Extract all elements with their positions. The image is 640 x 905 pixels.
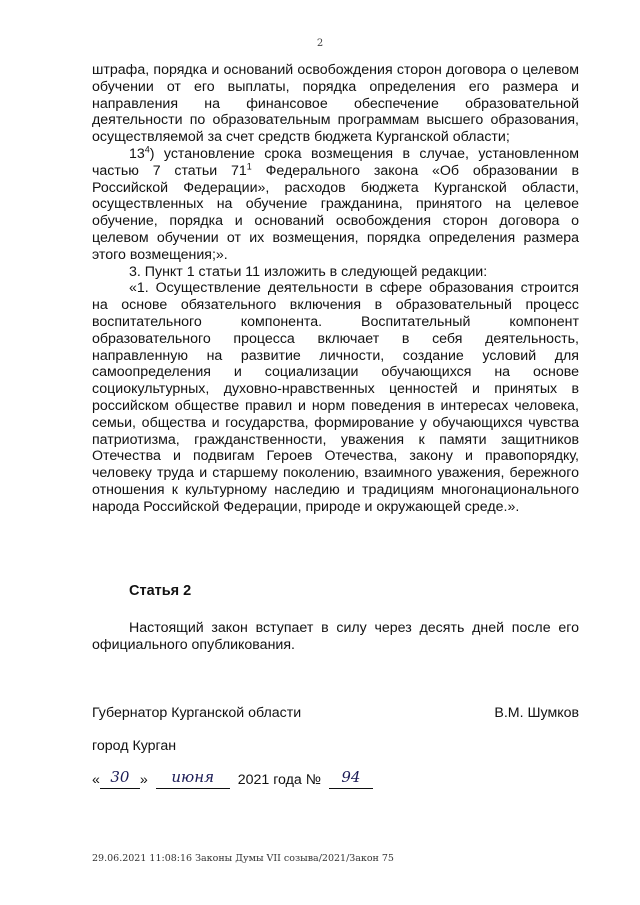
final-provisions	[92, 620, 579, 654]
item-text-part-1: ) установление срока возмещения в случае, установленном частью 7 статьи 71	[92, 145, 579, 179]
paragraph-point-3: 3. Пункт 1 статьи 11 изложить в следующей редакции:	[129, 263, 488, 280]
item-text-part-2: Федерального закона «Об образовании в Российской Федерации», расходов бюджета Курганской области, осуществленных на обучение гражданина, принятого на целевое обучение, порядка и оснований освобождения сторон договора о целевом обучении от их возмещения, порядка определения размера этого возмещения;».	[92, 162, 579, 263]
article-superscript: 1	[246, 161, 252, 172]
article-heading: Статья 2	[129, 583, 192, 599]
date-open-quote: «	[92, 772, 100, 788]
date-month-blank	[156, 770, 230, 789]
date-close-quote: »	[139, 772, 148, 788]
item-number: 13	[129, 145, 145, 162]
signatory-position: Губернатор Курганской области	[92, 705, 302, 721]
page-number: 2	[316, 38, 324, 49]
date-day-blank	[100, 770, 140, 789]
signature-block	[92, 705, 579, 721]
signatory-name: В.М. Шумков	[494, 705, 579, 721]
paragraph-entry-into-force: Настоящий закон вступает в силу через десять дней после его официального опубликования.	[92, 620, 579, 653]
paragraph-quoted-point-1: «1. Осуществление деятельности в сфере образования строится на основе обязательного включения в образовательный процесс воспитательного компонента. Воспитательный компонент образовательного процесса включает в себя деятельность, направленную на развитие личности, создание условий для самоопределения и социализации обучающихся на основе социокультурных, духовно-нравственных ценностей и принятых в российском обществе правил и норм поведения в интересах человека, семьи, общества и государства, формирование у обучающихся чувства патриотизма, гражданственности, уважения к памяти защитников Отечества и подвигам Героев Отечества, закону и правопорядку, человеку труда и старшему поколению, взаимного уважения, бережного отношения к культурному наследию и традициям многонационального народа Российской Федерации, природе и окружающей среде.».	[92, 280, 579, 515]
date-year-number-label: 2021 года №	[237, 772, 321, 788]
item-superscript: 4	[144, 144, 150, 155]
city-line: город Курган	[92, 738, 177, 754]
date-day-handwritten: 30	[110, 768, 130, 786]
law-text-body	[92, 62, 579, 516]
law-number-handwritten: 94	[341, 768, 361, 786]
date-month-handwritten: июня	[171, 768, 215, 786]
footer-file-stamp: 29.06.2021 11:08:16 Законы Думы VII созыва/2021/Закон 75	[92, 853, 394, 864]
paragraph-13-4	[92, 146, 579, 264]
date-line	[92, 770, 373, 789]
paragraph-continuation: штрафа, порядка и оснований освобождения сторон договора о целевом обучении от его выплаты, порядка определения его размера и направления на финансовое обеспечение образовательной деятельности по образовательным программам высшего образования, осуществляемой за счет средств бюджета Курганской области;	[92, 62, 579, 146]
law-number-blank	[329, 770, 373, 789]
